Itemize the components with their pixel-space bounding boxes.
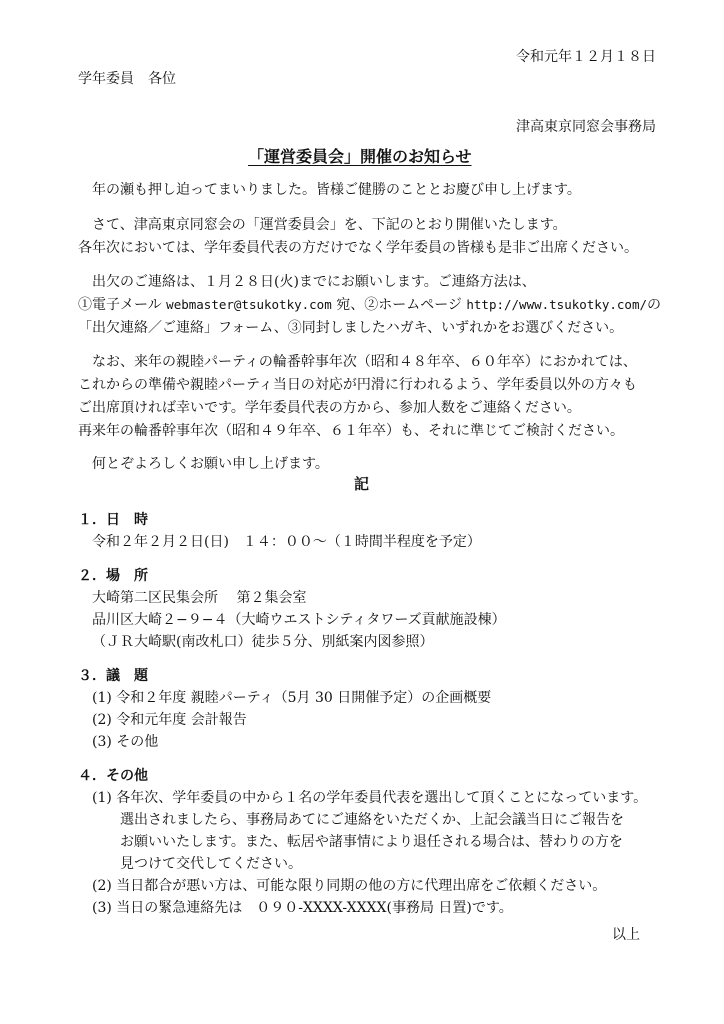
other-item1-line4: 見つけて交代してください。 [120, 856, 302, 872]
other-item3: (3) 当日の緊急連絡先は ０９０-XXXX-XXXX(事務局 日置)です。 [92, 900, 513, 916]
other-item1-line2: 選出されましたら、事務局あてにご連絡をいただくか、上記会議当日にご報告を [120, 812, 624, 828]
other-item1-line3: お願いいたします。また、転居や諸事情により退任される場合は、替わりの方を [120, 834, 623, 850]
agenda-item-1: (1) 令和２年度 親睦パーティ（5月 30 日開催予定）の企画概要 [92, 690, 492, 706]
section-place-line1: 大崎第二区民集会所 第２集会室 [92, 590, 307, 606]
other-item1-line1: (1) 各年次、学年委員の中から１名の学年委員代表を選出して頂くことになっています。 [92, 790, 648, 806]
section-place-heading: ２．場 所 [78, 568, 148, 584]
homepage-url: http://www.tsukotky.com/ [466, 297, 647, 312]
para1-line2: 各年次においては、学年委員代表の方だけでなく学年委員の皆様も是非ご出席ください。 [78, 240, 638, 256]
addressee: 学年委員 各位 [78, 71, 176, 87]
sender: 津高東京同窓会事務局 [516, 119, 656, 135]
para2-line1: 出欠のご連絡は、１月２８日(火)までにお願いします。ご連絡方法は、 [92, 274, 536, 290]
greeting: 年の瀬も押し迫ってまいりました。皆様ご健勝のこととお慶び申し上げます。 [92, 182, 581, 198]
section-other-heading: ４．その他 [78, 768, 148, 784]
section-place-line2: 品川区大崎２−９−４（大崎ウエストシティタワーズ貢献施設棟） [92, 612, 506, 628]
para3-line2: これからの準備や親睦パーティ当日の対応が円滑に行われるよう、学年委員以外の方々も [78, 377, 637, 393]
agenda-item-3: (3) その他 [92, 734, 159, 750]
section-datetime-heading: １．日 時 [78, 512, 148, 528]
para3-line1: なお、来年の親睦パーティの輪番幹事年次（昭和４８年卒、６０年卒）におかれては、 [92, 354, 637, 370]
section-place-line3: （ＪＲ大崎駅(南改札口）徒歩５分、別紙案内図参照） [92, 634, 434, 650]
document-title: 「運営委員会」開催のお知らせ [248, 147, 472, 166]
para3-line4: 再来年の輪番幹事年次（昭和４９年卒、６１年卒）も、それに準じてご検討ください。 [78, 423, 624, 439]
para3-line3: ご出席頂ければ幸いです。学年委員代表の方から、参加人数をご連絡ください。 [78, 400, 581, 416]
section-datetime-line: 令和２年２月２日(日) １４：００～（１時間半程度を予定） [92, 534, 481, 550]
other-item2: (2) 当日都合が悪い方は、可能な限り同期の他の方に代理出席をご依頼ください。 [92, 878, 607, 894]
para1-line1: さて、津高東京同窓会の「運営委員会」を、下記のとおり開催いたします。 [92, 217, 567, 233]
para2-line2-b: 宛、②ホームページ [331, 297, 467, 313]
section-agenda-heading: ３．議 題 [78, 668, 148, 684]
para2-line2 [78, 296, 661, 314]
document-date: 令和元年１２月１８日 [516, 49, 656, 65]
para2-line2-c: の [647, 297, 661, 313]
para2-line3: 「出欠連絡／ご連絡」フォーム、③同封しましたハガキ、いずれかをお選びください。 [78, 320, 624, 336]
closing: 何とぞよろしくお願い申し上げます。 [92, 456, 329, 472]
ki-heading: 記 [354, 475, 370, 493]
email-address: webmaster@tsukotky.com [166, 297, 332, 312]
agenda-item-2: (2) 令和元年度 会計報告 [92, 712, 247, 728]
end-mark: 以上 [612, 927, 640, 943]
para2-line2-a: ①電子メール [78, 297, 167, 313]
